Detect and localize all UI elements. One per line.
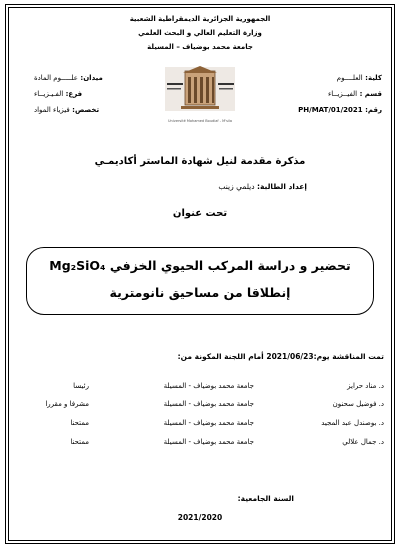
jury-row <box>6 438 394 452</box>
specialty-line <box>34 106 99 114</box>
prepared-by-label: إعداد الطالبة: <box>257 182 307 191</box>
academic-year-line <box>238 494 294 503</box>
prepared-by-line <box>218 182 307 191</box>
faculty-line <box>337 74 382 82</box>
memo-type: مذكرة مقدمة لنيل شهادة الماستر أكاديمـي <box>94 156 306 167</box>
jury-institution: جامعة محمد بوضياف - المسيلة <box>163 438 254 446</box>
specialty-label: تخصص: <box>72 106 100 114</box>
jury-role: ممتحنا <box>70 419 89 427</box>
logo-caption: Université Mohamed Boudiaf - M'sila <box>168 119 232 123</box>
defense-label: تمت المناقشة يوم: <box>313 352 384 361</box>
jury-institution: جامعة محمد بوضياف - المسيلة <box>163 400 254 408</box>
field-value: علـــــوم المادة <box>34 74 78 82</box>
branch-label: فرع: <box>65 90 83 98</box>
field-line <box>34 74 103 82</box>
jury-institution: جامعة محمد بوضياف - المسيلة <box>163 382 254 390</box>
field-label: ميدان: <box>80 74 103 82</box>
jury-role: رئيسا <box>73 382 89 390</box>
reference-line <box>298 106 382 114</box>
jury-role: ممتحنا <box>70 438 89 446</box>
specialty-value: فيزياء المواد <box>34 106 70 114</box>
thesis-title-box <box>26 247 374 315</box>
reference-label: رقم: <box>365 106 382 114</box>
defense-line <box>178 352 384 361</box>
department-label: قسم : <box>359 90 382 98</box>
reference-value: PH/MAT/01/2021 <box>298 106 363 114</box>
academic-year-value: 2021/2020 <box>177 513 223 522</box>
academic-year-label: السنة الجامعية: <box>237 494 294 503</box>
faculty-label: كلية: <box>365 74 382 82</box>
branch-line <box>34 90 82 98</box>
thesis-cover-page <box>5 4 395 544</box>
republic-header: الجمهورية الجزائرية الديمقراطية الشعبية <box>129 15 271 23</box>
branch-value: الفـيـزيــاء <box>34 90 64 98</box>
jury-row <box>6 400 394 414</box>
under-title-label: تحت عنوان <box>172 208 228 219</box>
department-line <box>328 90 382 98</box>
jury-row <box>6 419 394 433</box>
jury-name: د. مناد حرايز <box>347 382 384 390</box>
jury-role: مشرفا و مقررا <box>45 400 89 408</box>
jury-name: د. فوضيل سحنون <box>332 400 384 408</box>
thesis-title-line2: إنطلاقا من مساحيق نانومترية <box>109 285 291 300</box>
jury-name: د. جمال علالي <box>342 438 384 446</box>
ministry-header: وزارة التعليم العالي و البحث العلمي <box>138 29 262 37</box>
defense-date: 2021/06/23 <box>266 352 314 361</box>
jury-institution: جامعة محمد بوضياف - المسيلة <box>163 419 254 427</box>
university-header: جامعة محمد بوضياف – المسيلة <box>147 43 253 51</box>
department-value: الفيــزيــاء <box>327 90 358 98</box>
university-logo-icon <box>163 65 237 119</box>
jury-row <box>6 382 394 396</box>
thesis-title-line1: تحضير و دراسة المركب الحيوي الخزفي Mg₂SiO₄ <box>49 258 351 273</box>
faculty-value: العلــــوم <box>336 74 363 82</box>
jury-name: د. بوصندل عبد المجيد <box>321 419 384 427</box>
student-name: ديلمي زينب <box>218 182 255 191</box>
defense-rest: أمام اللجنة المكونة من: <box>177 352 264 361</box>
